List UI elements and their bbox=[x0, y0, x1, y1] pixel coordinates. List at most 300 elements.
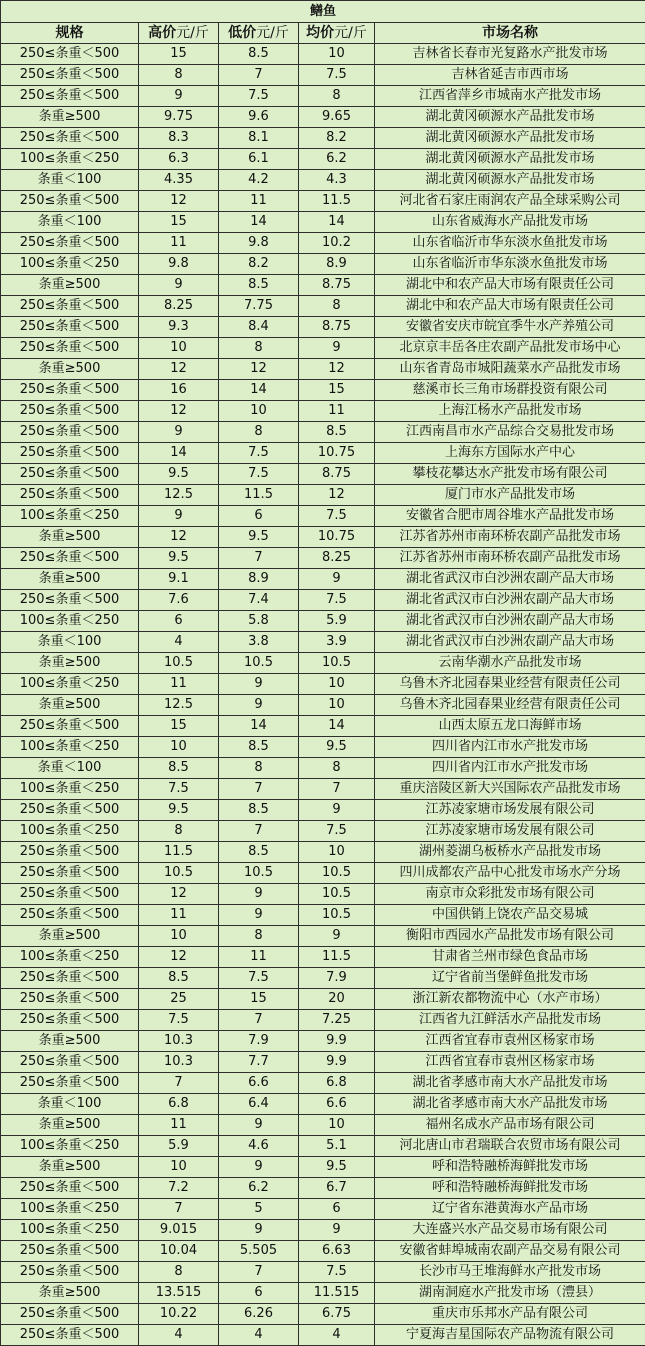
avg-price-cell: 10.5 bbox=[299, 905, 375, 926]
market-name-cell: 山西太原五龙口海鲜市场 bbox=[375, 716, 645, 737]
market-name-cell: 攀枝花攀达水产批发市场有限公司 bbox=[375, 464, 645, 485]
market-name-cell: 河北省石家庄雨润农产品全球采购公司 bbox=[375, 191, 645, 212]
low-price-cell: 10 bbox=[219, 401, 299, 422]
avg-price-cell: 10 bbox=[299, 842, 375, 863]
table-row bbox=[1, 44, 645, 65]
spec-cell: 250≤条重＜500 bbox=[1, 1073, 139, 1094]
high-price-cell: 9.5 bbox=[139, 800, 219, 821]
spec-cell: 250≤条重＜500 bbox=[1, 716, 139, 737]
market-name-cell: 吉林省延吉市西市场 bbox=[375, 65, 645, 86]
low-price-cell: 5 bbox=[219, 1199, 299, 1220]
low-price-cell: 8.5 bbox=[219, 275, 299, 296]
avg-price-cell: 6.2 bbox=[299, 149, 375, 170]
market-name-cell: 山东省威海水产品批发市场 bbox=[375, 212, 645, 233]
table-row bbox=[1, 1325, 645, 1346]
table-row bbox=[1, 86, 645, 107]
avg-price-cell: 20 bbox=[299, 989, 375, 1010]
table-row bbox=[1, 758, 645, 779]
high-price-cell: 11 bbox=[139, 1115, 219, 1136]
table-row bbox=[1, 863, 645, 884]
low-price-cell: 11.5 bbox=[219, 485, 299, 506]
table-row bbox=[1, 149, 645, 170]
low-price-cell: 9 bbox=[219, 884, 299, 905]
spec-cell: 100≤条重＜250 bbox=[1, 1199, 139, 1220]
avg-price-cell: 8 bbox=[299, 296, 375, 317]
market-name-cell: 湖州菱湖乌板桥水产品批发市场 bbox=[375, 842, 645, 863]
low-price-cell: 9 bbox=[219, 1157, 299, 1178]
high-price-cell: 25 bbox=[139, 989, 219, 1010]
market-name-cell: 浙江新农都物流中心（水产市场） bbox=[375, 989, 645, 1010]
table-row bbox=[1, 905, 645, 926]
avg-price-cell: 10.2 bbox=[299, 233, 375, 254]
spec-cell: 250≤条重＜500 bbox=[1, 86, 139, 107]
table-row bbox=[1, 653, 645, 674]
spec-cell: 250≤条重＜500 bbox=[1, 380, 139, 401]
high-price-cell: 15 bbox=[139, 716, 219, 737]
low-price-cell: 6.26 bbox=[219, 1304, 299, 1325]
market-name-cell: 安徽省安庆市皖宜季牛水产养殖公司 bbox=[375, 317, 645, 338]
avg-price-cell: 6.6 bbox=[299, 1094, 375, 1115]
table-row bbox=[1, 1241, 645, 1262]
spec-cell: 100≤条重＜250 bbox=[1, 611, 139, 632]
high-price-cell: 9.5 bbox=[139, 464, 219, 485]
spec-cell: 条重≥500 bbox=[1, 275, 139, 296]
low-price-cell: 8.4 bbox=[219, 317, 299, 338]
market-name-cell: 宁夏海吉星国际农产品物流有限公司 bbox=[375, 1325, 645, 1346]
market-name-cell: 辽宁省前当堡鲜鱼批发市场 bbox=[375, 968, 645, 989]
market-name-cell: 江西省九江鲜活水产品批发市场 bbox=[375, 1010, 645, 1031]
table-row bbox=[1, 1304, 645, 1325]
spec-cell: 250≤条重＜500 bbox=[1, 1325, 139, 1346]
header-spec: 规格 bbox=[1, 23, 139, 44]
avg-price-cell: 10.5 bbox=[299, 653, 375, 674]
table-row bbox=[1, 674, 645, 695]
avg-price-cell: 9 bbox=[299, 338, 375, 359]
spec-cell: 100≤条重＜250 bbox=[1, 737, 139, 758]
spec-cell: 100≤条重＜250 bbox=[1, 674, 139, 695]
avg-price-cell: 7.25 bbox=[299, 1010, 375, 1031]
high-price-cell: 12 bbox=[139, 401, 219, 422]
avg-price-cell: 12 bbox=[299, 485, 375, 506]
high-price-cell: 12 bbox=[139, 359, 219, 380]
spec-cell: 条重≥500 bbox=[1, 1283, 139, 1304]
low-price-cell: 8 bbox=[219, 926, 299, 947]
spec-cell: 条重＜100 bbox=[1, 758, 139, 779]
market-name-cell: 福州名成水产品市场有限公司 bbox=[375, 1115, 645, 1136]
avg-price-cell: 6 bbox=[299, 1199, 375, 1220]
avg-price-cell: 10.75 bbox=[299, 443, 375, 464]
high-price-cell: 6 bbox=[139, 611, 219, 632]
market-name-cell: 四川成都农产品中心批发市场水产分场 bbox=[375, 863, 645, 884]
low-price-cell: 8 bbox=[219, 338, 299, 359]
low-price-cell: 7.5 bbox=[219, 443, 299, 464]
avg-price-cell: 12 bbox=[299, 359, 375, 380]
avg-price-cell: 10.75 bbox=[299, 527, 375, 548]
low-price-cell: 14 bbox=[219, 716, 299, 737]
avg-price-cell: 8 bbox=[299, 758, 375, 779]
market-name-cell: 湖北省武汉市白沙洲农副产品大市场 bbox=[375, 590, 645, 611]
table-row bbox=[1, 968, 645, 989]
avg-price-cell: 8.75 bbox=[299, 275, 375, 296]
low-price-cell: 9 bbox=[219, 674, 299, 695]
spec-cell: 条重≥500 bbox=[1, 527, 139, 548]
high-price-cell: 8 bbox=[139, 1262, 219, 1283]
high-price-cell: 9.3 bbox=[139, 317, 219, 338]
table-row bbox=[1, 590, 645, 611]
high-price-cell: 12 bbox=[139, 191, 219, 212]
spec-cell: 100≤条重＜250 bbox=[1, 779, 139, 800]
avg-price-cell: 5.1 bbox=[299, 1136, 375, 1157]
low-price-cell: 5.505 bbox=[219, 1241, 299, 1262]
market-name-cell: 江苏省苏州市南环桥农副产品批发市场 bbox=[375, 527, 645, 548]
high-price-cell: 7.6 bbox=[139, 590, 219, 611]
high-price-cell: 9.015 bbox=[139, 1220, 219, 1241]
table-row bbox=[1, 338, 645, 359]
market-name-cell: 北京京丰岳各庄农副产品批发市场中心 bbox=[375, 338, 645, 359]
market-name-cell: 湖北中和农产品大市场有限责任公司 bbox=[375, 275, 645, 296]
market-name-cell: 江西省宜春市袁州区杨家市场 bbox=[375, 1031, 645, 1052]
low-price-cell: 4.6 bbox=[219, 1136, 299, 1157]
table-row bbox=[1, 1199, 645, 1220]
market-name-cell: 湖南洞庭水产批发市场（澧县） bbox=[375, 1283, 645, 1304]
table-row bbox=[1, 695, 645, 716]
high-price-cell: 8 bbox=[139, 65, 219, 86]
low-price-cell: 7.75 bbox=[219, 296, 299, 317]
table-row bbox=[1, 107, 645, 128]
high-price-cell: 8.3 bbox=[139, 128, 219, 149]
market-name-cell: 江西省萍乡市城南水产批发市场 bbox=[375, 86, 645, 107]
market-name-cell: 山东省青岛市城阳蔬菜水产品批发市场 bbox=[375, 359, 645, 380]
low-price-cell: 11 bbox=[219, 191, 299, 212]
spec-cell: 条重≥500 bbox=[1, 695, 139, 716]
low-price-cell: 6.6 bbox=[219, 1073, 299, 1094]
avg-price-cell: 7.5 bbox=[299, 590, 375, 611]
market-name-cell: 衡阳市西园水产品批发市场有限公司 bbox=[375, 926, 645, 947]
low-price-cell: 8 bbox=[219, 758, 299, 779]
market-name-cell: 乌鲁木齐北园春果业经营有限责任公司 bbox=[375, 695, 645, 716]
market-name-cell: 长沙市马王堆海鲜水产批发市场 bbox=[375, 1262, 645, 1283]
spec-cell: 条重≥500 bbox=[1, 653, 139, 674]
table-row bbox=[1, 191, 645, 212]
high-price-cell: 7.5 bbox=[139, 779, 219, 800]
spec-cell: 250≤条重＜500 bbox=[1, 905, 139, 926]
low-price-cell: 4 bbox=[219, 1325, 299, 1346]
market-name-cell: 安徽省蚌埠城南农副产品交易有限公司 bbox=[375, 1241, 645, 1262]
avg-price-cell: 11.5 bbox=[299, 191, 375, 212]
market-name-cell: 乌鲁木齐北园春果业经营有限责任公司 bbox=[375, 674, 645, 695]
low-price-cell: 14 bbox=[219, 380, 299, 401]
low-price-cell: 6 bbox=[219, 506, 299, 527]
table-row bbox=[1, 233, 645, 254]
table-row bbox=[1, 842, 645, 863]
low-price-cell: 12 bbox=[219, 359, 299, 380]
table-row bbox=[1, 1220, 645, 1241]
high-price-cell: 10.3 bbox=[139, 1031, 219, 1052]
table-row bbox=[1, 1262, 645, 1283]
low-price-cell: 4.2 bbox=[219, 170, 299, 191]
avg-price-cell: 14 bbox=[299, 212, 375, 233]
spec-cell: 250≤条重＜500 bbox=[1, 863, 139, 884]
high-price-cell: 10.5 bbox=[139, 863, 219, 884]
spec-cell: 100≤条重＜250 bbox=[1, 1220, 139, 1241]
high-price-cell: 9 bbox=[139, 506, 219, 527]
table-row bbox=[1, 464, 645, 485]
low-price-cell: 6.4 bbox=[219, 1094, 299, 1115]
table-row bbox=[1, 569, 645, 590]
table-row bbox=[1, 296, 645, 317]
high-price-cell: 8.5 bbox=[139, 968, 219, 989]
spec-cell: 条重＜100 bbox=[1, 1094, 139, 1115]
high-price-cell: 10 bbox=[139, 926, 219, 947]
avg-price-cell: 15 bbox=[299, 380, 375, 401]
spec-cell: 250≤条重＜500 bbox=[1, 1010, 139, 1031]
header-low-price: 低价元/斤 bbox=[219, 23, 299, 44]
spec-cell: 100≤条重＜250 bbox=[1, 506, 139, 527]
market-name-cell: 呼和浩特融桥海鲜批发市场 bbox=[375, 1157, 645, 1178]
market-name-cell: 慈溪市长三角市场群投资有限公司 bbox=[375, 380, 645, 401]
market-name-cell: 山东省临沂市华东淡水鱼批发市场 bbox=[375, 233, 645, 254]
spec-cell: 100≤条重＜250 bbox=[1, 254, 139, 275]
spec-cell: 条重≥500 bbox=[1, 1157, 139, 1178]
table-row bbox=[1, 170, 645, 191]
table-row bbox=[1, 401, 645, 422]
avg-price-cell: 6.63 bbox=[299, 1241, 375, 1262]
avg-price-cell: 8.75 bbox=[299, 317, 375, 338]
table-row bbox=[1, 548, 645, 569]
spec-cell: 条重≥500 bbox=[1, 359, 139, 380]
avg-price-cell: 6.7 bbox=[299, 1178, 375, 1199]
high-price-cell: 9.5 bbox=[139, 548, 219, 569]
avg-price-cell: 10 bbox=[299, 674, 375, 695]
table-row bbox=[1, 128, 645, 149]
low-price-cell: 6.2 bbox=[219, 1178, 299, 1199]
high-price-cell: 7 bbox=[139, 1073, 219, 1094]
market-name-cell: 四川省内江市水产批发市场 bbox=[375, 758, 645, 779]
spec-cell: 条重≥500 bbox=[1, 107, 139, 128]
market-name-cell: 江西省宜春市袁州区杨家市场 bbox=[375, 1052, 645, 1073]
table-row bbox=[1, 1157, 645, 1178]
high-price-cell: 7.5 bbox=[139, 1010, 219, 1031]
table-row bbox=[1, 506, 645, 527]
spec-cell: 100≤条重＜250 bbox=[1, 1136, 139, 1157]
avg-price-cell: 9 bbox=[299, 800, 375, 821]
low-price-cell: 8.9 bbox=[219, 569, 299, 590]
table-row bbox=[1, 65, 645, 86]
low-price-cell: 10.5 bbox=[219, 653, 299, 674]
table-row bbox=[1, 989, 645, 1010]
table-row bbox=[1, 1094, 645, 1115]
low-price-cell: 7 bbox=[219, 779, 299, 800]
market-name-cell: 江西南昌市水产品综合交易批发市场 bbox=[375, 422, 645, 443]
avg-price-cell: 8.9 bbox=[299, 254, 375, 275]
high-price-cell: 4 bbox=[139, 632, 219, 653]
high-price-cell: 12 bbox=[139, 527, 219, 548]
market-name-cell: 山东省临沂市华东淡水鱼批发市场 bbox=[375, 254, 645, 275]
low-price-cell: 8.5 bbox=[219, 44, 299, 65]
spec-cell: 250≤条重＜500 bbox=[1, 401, 139, 422]
low-price-cell: 6 bbox=[219, 1283, 299, 1304]
table-row bbox=[1, 947, 645, 968]
market-name-cell: 湖北省孝感市南大水产品批发市场 bbox=[375, 1094, 645, 1115]
low-price-cell: 8.5 bbox=[219, 737, 299, 758]
table-row bbox=[1, 800, 645, 821]
low-price-cell: 11 bbox=[219, 947, 299, 968]
market-name-cell: 重庆市乐邦水产品有限公司 bbox=[375, 1304, 645, 1325]
avg-price-cell: 9.9 bbox=[299, 1031, 375, 1052]
low-price-cell: 9 bbox=[219, 1220, 299, 1241]
spec-cell: 250≤条重＜500 bbox=[1, 842, 139, 863]
table-title: 鳝鱼 bbox=[1, 1, 645, 23]
avg-price-cell: 6.75 bbox=[299, 1304, 375, 1325]
market-name-cell: 甘肃省兰州市绿色食品市场 bbox=[375, 947, 645, 968]
table-row bbox=[1, 821, 645, 842]
table-row bbox=[1, 275, 645, 296]
low-price-cell: 9 bbox=[219, 695, 299, 716]
spec-cell: 250≤条重＜500 bbox=[1, 884, 139, 905]
low-price-cell: 7.4 bbox=[219, 590, 299, 611]
avg-price-cell: 14 bbox=[299, 716, 375, 737]
market-name-cell: 湖北省武汉市白沙洲农副产品大市场 bbox=[375, 611, 645, 632]
high-price-cell: 12 bbox=[139, 884, 219, 905]
low-price-cell: 8.5 bbox=[219, 800, 299, 821]
high-price-cell: 11.5 bbox=[139, 842, 219, 863]
avg-price-cell: 10.5 bbox=[299, 863, 375, 884]
low-price-cell: 9 bbox=[219, 1115, 299, 1136]
table-row bbox=[1, 422, 645, 443]
avg-price-cell: 8.75 bbox=[299, 464, 375, 485]
avg-price-cell: 7.9 bbox=[299, 968, 375, 989]
low-price-cell: 3.8 bbox=[219, 632, 299, 653]
high-price-cell: 10 bbox=[139, 737, 219, 758]
table-row bbox=[1, 632, 645, 653]
low-price-cell: 7.9 bbox=[219, 1031, 299, 1052]
high-price-cell: 10.22 bbox=[139, 1304, 219, 1325]
table-row bbox=[1, 611, 645, 632]
spec-cell: 250≤条重＜500 bbox=[1, 800, 139, 821]
table-row bbox=[1, 1010, 645, 1031]
market-name-cell: 四川省内江市水产批发市场 bbox=[375, 737, 645, 758]
spec-cell: 条重≥500 bbox=[1, 1031, 139, 1052]
avg-price-cell: 7.5 bbox=[299, 65, 375, 86]
table-row bbox=[1, 1031, 645, 1052]
low-price-cell: 9 bbox=[219, 905, 299, 926]
table-row bbox=[1, 1178, 645, 1199]
table-row bbox=[1, 779, 645, 800]
spec-cell: 250≤条重＜500 bbox=[1, 296, 139, 317]
low-price-cell: 14 bbox=[219, 212, 299, 233]
low-price-cell: 7 bbox=[219, 1262, 299, 1283]
avg-price-cell: 7 bbox=[299, 779, 375, 800]
market-name-cell: 湖北中和农产品大市场有限责任公司 bbox=[375, 296, 645, 317]
header-row bbox=[1, 23, 645, 44]
avg-price-cell: 9.65 bbox=[299, 107, 375, 128]
spec-cell: 250≤条重＜500 bbox=[1, 464, 139, 485]
market-name-cell: 辽宁省东港黄海水产品市场 bbox=[375, 1199, 645, 1220]
low-price-cell: 7.7 bbox=[219, 1052, 299, 1073]
market-name-cell: 云南华潮水产品批发市场 bbox=[375, 653, 645, 674]
market-name-cell: 湖北省武汉市白沙洲农副产品大市场 bbox=[375, 632, 645, 653]
spec-cell: 条重＜100 bbox=[1, 632, 139, 653]
high-price-cell: 10 bbox=[139, 338, 219, 359]
avg-price-cell: 9 bbox=[299, 926, 375, 947]
high-price-cell: 5.9 bbox=[139, 1136, 219, 1157]
market-name-cell: 江苏凌家塘市场发展有限公司 bbox=[375, 800, 645, 821]
high-price-cell: 13.515 bbox=[139, 1283, 219, 1304]
market-name-cell: 湖北黄冈硕源水产品批发市场 bbox=[375, 128, 645, 149]
avg-price-cell: 9 bbox=[299, 1220, 375, 1241]
spec-cell: 250≤条重＜500 bbox=[1, 968, 139, 989]
market-name-cell: 大连盛兴水产品交易市场有限公司 bbox=[375, 1220, 645, 1241]
avg-price-cell: 11 bbox=[299, 401, 375, 422]
spec-cell: 250≤条重＜500 bbox=[1, 443, 139, 464]
low-price-cell: 7.5 bbox=[219, 968, 299, 989]
spec-cell: 100≤条重＜250 bbox=[1, 821, 139, 842]
spec-cell: 250≤条重＜500 bbox=[1, 422, 139, 443]
market-name-cell: 江苏凌家塘市场发展有限公司 bbox=[375, 821, 645, 842]
title-row bbox=[1, 1, 645, 23]
high-price-cell: 12.5 bbox=[139, 695, 219, 716]
avg-price-cell: 7.5 bbox=[299, 1262, 375, 1283]
high-price-cell: 15 bbox=[139, 212, 219, 233]
table-row bbox=[1, 317, 645, 338]
table-row bbox=[1, 1283, 645, 1304]
low-price-cell: 8.2 bbox=[219, 254, 299, 275]
low-price-cell: 9.6 bbox=[219, 107, 299, 128]
spec-cell: 条重＜100 bbox=[1, 212, 139, 233]
spec-cell: 250≤条重＜500 bbox=[1, 989, 139, 1010]
avg-price-cell: 9.9 bbox=[299, 1052, 375, 1073]
avg-price-cell: 8.2 bbox=[299, 128, 375, 149]
avg-price-cell: 6.8 bbox=[299, 1073, 375, 1094]
table-row bbox=[1, 884, 645, 905]
spec-cell: 250≤条重＜500 bbox=[1, 1178, 139, 1199]
table-body bbox=[1, 44, 645, 1346]
table-row bbox=[1, 380, 645, 401]
spec-cell: 250≤条重＜500 bbox=[1, 1052, 139, 1073]
avg-price-cell: 10 bbox=[299, 44, 375, 65]
high-price-cell: 10.5 bbox=[139, 653, 219, 674]
market-name-cell: 湖北省武汉市白沙洲农副产品大市场 bbox=[375, 569, 645, 590]
table-row bbox=[1, 1052, 645, 1073]
low-price-cell: 6.1 bbox=[219, 149, 299, 170]
table-row bbox=[1, 485, 645, 506]
spec-cell: 250≤条重＜500 bbox=[1, 233, 139, 254]
market-name-cell: 上海东方国际水产中心 bbox=[375, 443, 645, 464]
spec-cell: 250≤条重＜500 bbox=[1, 485, 139, 506]
market-name-cell: 中国供销上饶农产品交易城 bbox=[375, 905, 645, 926]
low-price-cell: 7 bbox=[219, 548, 299, 569]
high-price-cell: 7.2 bbox=[139, 1178, 219, 1199]
market-name-cell: 湖北省孝感市南大水产品批发市场 bbox=[375, 1073, 645, 1094]
avg-price-cell: 7.5 bbox=[299, 506, 375, 527]
avg-price-cell: 8.25 bbox=[299, 548, 375, 569]
table-row bbox=[1, 212, 645, 233]
table-row bbox=[1, 254, 645, 275]
low-price-cell: 8.5 bbox=[219, 842, 299, 863]
market-name-cell: 湖北黄冈硕源水产品批发市场 bbox=[375, 149, 645, 170]
low-price-cell: 10.5 bbox=[219, 863, 299, 884]
high-price-cell: 10.3 bbox=[139, 1052, 219, 1073]
avg-price-cell: 9 bbox=[299, 569, 375, 590]
market-name-cell: 湖北黄冈硕源水产品批发市场 bbox=[375, 170, 645, 191]
spec-cell: 250≤条重＜500 bbox=[1, 191, 139, 212]
avg-price-cell: 4 bbox=[299, 1325, 375, 1346]
avg-price-cell: 10 bbox=[299, 1115, 375, 1136]
market-name-cell: 南京市众彩批发市场有限公司 bbox=[375, 884, 645, 905]
high-price-cell: 9 bbox=[139, 422, 219, 443]
avg-price-cell: 4.3 bbox=[299, 170, 375, 191]
high-price-cell: 8.5 bbox=[139, 758, 219, 779]
